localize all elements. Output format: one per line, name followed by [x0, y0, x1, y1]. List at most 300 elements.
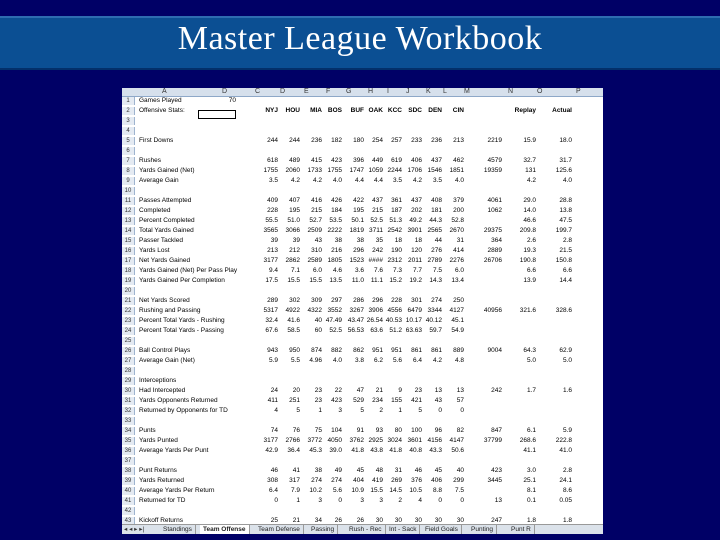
- table-cell: 6.6: [526, 267, 536, 274]
- row-label: Rushes: [139, 157, 162, 164]
- table-cell: 14.0: [523, 207, 536, 214]
- table-row: [122, 497, 603, 505]
- table-row: [122, 207, 603, 215]
- table-row: [122, 227, 603, 235]
- table-cell: 3066: [285, 227, 300, 234]
- table-cell: 32.4: [265, 317, 278, 324]
- table-cell: 13.4: [451, 277, 464, 284]
- table-cell: 182: [331, 137, 342, 144]
- table-cell: 30: [394, 517, 402, 524]
- row-label: Average Gain (Net): [139, 357, 195, 364]
- table-row: [122, 147, 603, 155]
- table-cell: 54.9: [451, 327, 464, 334]
- table-row: [122, 457, 603, 465]
- table-row: [122, 297, 603, 305]
- table-cell: 310: [311, 247, 322, 254]
- table-cell: 15.5: [287, 277, 300, 284]
- row-number: 24: [122, 327, 135, 335]
- row-number: 1: [122, 97, 135, 105]
- table-cell: 619: [391, 157, 402, 164]
- table-cell: 18.0: [559, 137, 572, 144]
- column-header: SDC: [408, 107, 422, 114]
- sheet-tab[interactable]: Int - Sack: [386, 525, 420, 534]
- table-cell: 62.9: [559, 347, 572, 354]
- row-number: 39: [122, 477, 135, 485]
- table-cell: 2: [398, 497, 402, 504]
- column-header: MIA: [310, 107, 322, 114]
- table-cell: 4.0: [332, 177, 342, 184]
- table-cell: 26: [334, 517, 342, 524]
- table-cell: 18: [414, 237, 422, 244]
- table-cell: 4.2: [412, 177, 422, 184]
- table-cell: 407: [289, 197, 300, 204]
- table-cell: 2.8: [562, 467, 572, 474]
- table-cell: 5.9: [562, 427, 572, 434]
- table-cell: 59.7: [429, 327, 442, 334]
- sheet-tab[interactable]: Punting: [468, 525, 497, 534]
- table-cell: 309: [311, 297, 322, 304]
- table-cell: 242: [372, 247, 383, 254]
- sheet-tab-bar: [122, 524, 603, 534]
- sheet-tab[interactable]: Rush - Rec: [346, 525, 386, 534]
- table-cell: 301: [411, 297, 422, 304]
- row-number: 9: [122, 177, 135, 185]
- table-cell: 9: [398, 387, 402, 394]
- table-cell: 1851: [449, 167, 464, 174]
- table-cell: 181: [431, 207, 442, 214]
- table-cell: 216: [331, 247, 342, 254]
- table-cell: 40.8: [409, 447, 422, 454]
- table-cell: 2565: [427, 227, 442, 234]
- table-cell: 244: [267, 137, 278, 144]
- table-cell: 55.5: [265, 217, 278, 224]
- table-cell: 64.3: [523, 347, 536, 354]
- table-cell: 5.0: [526, 357, 536, 364]
- table-cell: 48: [375, 467, 383, 474]
- table-cell: 406: [431, 477, 442, 484]
- table-cell: 274: [311, 477, 322, 484]
- column-letter: I: [387, 88, 389, 95]
- row-label: Percent Total Yards - Passing: [139, 327, 224, 334]
- table-cell: 0: [438, 407, 442, 414]
- table-cell: 2925: [368, 437, 383, 444]
- table-cell: 125.6: [555, 167, 572, 174]
- table-cell: 40956: [483, 307, 502, 314]
- table-cell: 213: [267, 247, 278, 254]
- table-cell: 15.2: [389, 277, 402, 284]
- table-cell: 421: [411, 397, 422, 404]
- table-cell: 215: [372, 207, 383, 214]
- table-row: [122, 437, 603, 445]
- table-cell: 274: [331, 477, 342, 484]
- table-cell: 22: [334, 387, 342, 394]
- column-letter: F: [326, 88, 331, 95]
- table-cell: 38: [356, 237, 364, 244]
- table-cell: 423: [331, 397, 342, 404]
- table-cell: 951: [391, 347, 402, 354]
- row-number: 40: [122, 487, 135, 495]
- table-cell: 1: [398, 407, 402, 414]
- column-letter: L: [443, 88, 447, 95]
- table-cell: 14.3: [429, 277, 442, 284]
- table-cell: 3.5: [268, 177, 278, 184]
- table-cell: 4.0: [562, 177, 572, 184]
- table-cell: 2789: [427, 257, 442, 264]
- row-number: 35: [122, 437, 135, 445]
- table-row: [122, 217, 603, 225]
- table-row: [122, 107, 603, 115]
- table-cell: 1.6: [562, 387, 572, 394]
- table-cell: 6.6: [562, 267, 572, 274]
- table-cell: 411: [267, 397, 278, 404]
- table-cell: 10.2: [309, 487, 322, 494]
- table-cell: 297: [331, 297, 342, 304]
- table-cell: 4.2: [432, 357, 442, 364]
- table-row: [122, 187, 603, 195]
- row-number: 33: [122, 417, 135, 425]
- table-cell: 489: [289, 157, 300, 164]
- column-letter: C: [255, 88, 261, 95]
- table-cell: 406: [411, 157, 422, 164]
- row-number: 5: [122, 137, 135, 145]
- table-cell: 43: [434, 397, 442, 404]
- table-cell: 10.9: [351, 487, 364, 494]
- table-cell: 2766: [285, 437, 300, 444]
- row-number: 37: [122, 457, 135, 465]
- table-cell: 416: [311, 197, 322, 204]
- row-number: 21: [122, 297, 135, 305]
- table-cell: 437: [372, 197, 383, 204]
- table-cell: 1755: [263, 167, 278, 174]
- table-cell: 49.2: [409, 217, 422, 224]
- table-cell: 45: [356, 467, 364, 474]
- table-row: [122, 507, 603, 515]
- table-cell: 222.8: [555, 437, 572, 444]
- row-number: 36: [122, 447, 135, 455]
- table-cell: 44: [434, 237, 442, 244]
- table-cell: 3772: [307, 437, 322, 444]
- table-cell: 242: [491, 387, 502, 394]
- table-row: [122, 287, 603, 295]
- sheet-tab[interactable]: Team Offense: [200, 525, 250, 534]
- table-cell: 8.8: [432, 487, 442, 494]
- table-cell: 190: [391, 247, 402, 254]
- column-header: KCC: [387, 107, 402, 114]
- table-cell: 3: [360, 497, 364, 504]
- table-cell: 21.5: [559, 247, 572, 254]
- row-number: 34: [122, 427, 135, 435]
- table-cell: 10.5: [409, 487, 422, 494]
- table-cell: 25.1: [523, 477, 536, 484]
- table-cell: 1: [296, 497, 300, 504]
- row-label: Interceptions: [139, 377, 177, 384]
- table-cell: 449: [372, 157, 383, 164]
- table-cell: 376: [411, 477, 422, 484]
- table-cell: 3906: [368, 307, 383, 314]
- sheet-tab[interactable]: Passing: [308, 525, 338, 534]
- table-cell: 6.2: [373, 357, 383, 364]
- table-cell: 34: [314, 517, 322, 524]
- table-cell: 396: [353, 157, 364, 164]
- column-letter: E: [304, 88, 309, 95]
- table-cell: 6479: [407, 307, 422, 314]
- table-cell: 1062: [487, 207, 502, 214]
- table-cell: 1.8: [526, 517, 536, 524]
- table-cell: 3267: [349, 307, 364, 314]
- column-header: Replay: [514, 107, 536, 114]
- table-cell: 296: [353, 247, 364, 254]
- table-cell: 437: [411, 197, 422, 204]
- row-number: 13: [122, 217, 135, 225]
- table-cell: 0: [438, 497, 442, 504]
- table-cell: ####: [368, 257, 383, 264]
- row-label: Returned for TD: [139, 497, 186, 504]
- table-cell: 423: [331, 157, 342, 164]
- row-label: First Downs: [139, 137, 174, 144]
- table-cell: 40.53: [385, 317, 402, 324]
- table-cell: 35: [375, 237, 383, 244]
- table-row: [122, 317, 603, 325]
- table-cell: 47.5: [559, 217, 572, 224]
- table-cell: 13.9: [523, 277, 536, 284]
- row-number: 2: [122, 107, 135, 115]
- table-cell: 2.8: [562, 237, 572, 244]
- table-cell: 1819: [349, 227, 364, 234]
- table-cell: 41.8: [351, 447, 364, 454]
- table-cell: 23: [414, 387, 422, 394]
- table-cell: 120: [411, 247, 422, 254]
- table-cell: 195: [289, 207, 300, 214]
- table-cell: 76: [292, 427, 300, 434]
- table-cell: 45.1: [451, 317, 464, 324]
- table-cell: 63.6: [370, 327, 383, 334]
- table-row: [122, 467, 603, 475]
- table-cell: 236: [311, 137, 322, 144]
- table-cell: 9.4: [268, 267, 278, 274]
- table-cell: 5317: [263, 307, 278, 314]
- slide-title: Master League Workbook: [177, 20, 543, 57]
- table-cell: 2542: [387, 227, 402, 234]
- row-label: Completed: [139, 207, 171, 214]
- table-cell: 2222: [327, 227, 342, 234]
- table-cell: 209.8: [519, 227, 536, 234]
- table-cell: 5: [296, 407, 300, 414]
- table-cell: 6.4: [268, 487, 278, 494]
- table-row: [122, 257, 603, 265]
- table-cell: 195: [353, 207, 364, 214]
- column-header: Actual: [552, 107, 572, 114]
- table-cell: 4.4: [373, 177, 383, 184]
- row-number: 25: [122, 337, 135, 345]
- table-cell: 276: [431, 247, 442, 254]
- table-cell: 1: [318, 407, 322, 414]
- table-cell: 286: [353, 297, 364, 304]
- row-number: 6: [122, 147, 135, 155]
- row-label: Yards Gained Per Completion: [139, 277, 225, 284]
- table-cell: 13.8: [559, 207, 572, 214]
- table-cell: 3601: [407, 437, 422, 444]
- table-cell: 950: [289, 347, 300, 354]
- table-row: [122, 357, 603, 365]
- sheet-nav-buttons[interactable]: ◂ ◂ ▸ ▸|: [124, 526, 145, 533]
- table-cell: 2276: [449, 257, 464, 264]
- table-cell: 15.5: [370, 487, 383, 494]
- column-letter: G: [346, 88, 352, 95]
- table-cell: 3762: [349, 437, 364, 444]
- table-cell: 423: [491, 467, 502, 474]
- table-row: [122, 307, 603, 315]
- table-cell: 155: [391, 397, 402, 404]
- table-cell: 3: [318, 497, 322, 504]
- sheet-tab[interactable]: Standings: [160, 525, 196, 534]
- table-cell: 308: [267, 477, 278, 484]
- table-cell: 43: [314, 237, 322, 244]
- row-label: Yards Opponents Returned: [139, 397, 218, 404]
- table-cell: 321.6: [519, 307, 536, 314]
- table-row: [122, 97, 603, 105]
- table-cell: 3901: [407, 227, 422, 234]
- table-cell: 26: [356, 517, 364, 524]
- table-cell: 5: [418, 407, 422, 414]
- table-cell: 213: [453, 137, 464, 144]
- table-cell: 3.6: [354, 267, 364, 274]
- table-cell: 38: [314, 467, 322, 474]
- table-cell: 13: [434, 387, 442, 394]
- row-label: Average Yards Per Return: [139, 487, 215, 494]
- table-cell: 150.8: [555, 257, 572, 264]
- table-cell: 82: [456, 427, 464, 434]
- table-cell: 41: [292, 467, 300, 474]
- table-cell: 39: [270, 237, 278, 244]
- row-label: Percent Completed: [139, 217, 195, 224]
- row-number: 28: [122, 367, 135, 375]
- table-cell: 236: [431, 137, 442, 144]
- table-cell: 199.7: [555, 227, 572, 234]
- table-cell: 41.0: [559, 447, 572, 454]
- sheet-tab[interactable]: Punt R: [508, 525, 535, 534]
- table-cell: 6.0: [454, 267, 464, 274]
- table-cell: 5.9: [268, 357, 278, 364]
- table-cell: 11.1: [370, 277, 383, 284]
- table-row: [122, 157, 603, 165]
- table-cell: 9004: [487, 347, 502, 354]
- table-cell: 3: [379, 497, 383, 504]
- table-cell: 31.7: [559, 157, 572, 164]
- table-cell: 2244: [387, 167, 402, 174]
- table-row: [122, 347, 603, 355]
- row-number: 19: [122, 277, 135, 285]
- table-cell: 4.2: [526, 177, 536, 184]
- table-cell: 131: [525, 167, 536, 174]
- table-cell: 4322: [307, 307, 322, 314]
- table-cell: 1805: [327, 257, 342, 264]
- table-cell: 3.0: [526, 467, 536, 474]
- table-row: [122, 477, 603, 485]
- table-cell: 422: [353, 197, 364, 204]
- table-cell: 874: [311, 347, 322, 354]
- table-cell: 13: [456, 387, 464, 394]
- row-label: Punt Returns: [139, 467, 177, 474]
- row-label: Yards Gained (Net) Per Pass Play: [139, 267, 238, 274]
- table-cell: 30: [414, 517, 422, 524]
- row-label: Returned by Opponents for TD: [139, 407, 228, 414]
- table-row: [122, 427, 603, 435]
- table-cell: 39.0: [329, 447, 342, 454]
- table-cell: 14.5: [389, 487, 402, 494]
- table-cell: 45.3: [309, 447, 322, 454]
- table-cell: 251: [289, 397, 300, 404]
- table-cell: 3711: [369, 227, 383, 234]
- table-cell: 2219: [487, 137, 502, 144]
- column-header: CIN: [452, 107, 464, 114]
- table-cell: 3.5: [392, 177, 402, 184]
- table-cell: 3445: [487, 477, 502, 484]
- table-cell: 29375: [483, 227, 502, 234]
- table-cell: 202: [411, 207, 422, 214]
- table-cell: 39: [292, 237, 300, 244]
- table-cell: 269: [391, 477, 402, 484]
- table-cell: 3.5: [432, 177, 442, 184]
- table-cell: 847: [491, 427, 502, 434]
- table-cell: 0.05: [559, 497, 572, 504]
- row-number: 27: [122, 357, 135, 365]
- row-number: 17: [122, 257, 135, 265]
- table-cell: 43.3: [429, 447, 442, 454]
- row-label: Total Yards Gained: [139, 227, 194, 234]
- table-cell: 1523: [349, 257, 364, 264]
- table-cell: 52.5: [370, 217, 383, 224]
- table-cell: 2862: [285, 257, 300, 264]
- row-number: 16: [122, 247, 135, 255]
- table-cell: 47.49: [325, 317, 342, 324]
- table-cell: 184: [331, 207, 342, 214]
- column-letter: D: [222, 88, 228, 95]
- table-cell: 3024: [387, 437, 402, 444]
- table-cell: 861: [431, 347, 442, 354]
- table-cell: 37799: [483, 437, 502, 444]
- row-label: Yards Punted: [139, 437, 178, 444]
- sheet-tab[interactable]: Team Defense: [255, 525, 304, 534]
- table-cell: 4: [274, 407, 278, 414]
- table-cell: 415: [311, 157, 322, 164]
- table-row: [122, 167, 603, 175]
- sheet-tab[interactable]: Field Goals: [422, 525, 462, 534]
- row-label: Rushing and Passing: [139, 307, 201, 314]
- table-cell: 40.12: [425, 317, 442, 324]
- table-cell: 44.3: [429, 217, 442, 224]
- table-cell: 254: [372, 137, 383, 144]
- table-cell: 7.7: [412, 267, 422, 274]
- table-cell: 26706: [483, 257, 502, 264]
- table-cell: 190.8: [519, 257, 536, 264]
- row-number: 10: [122, 187, 135, 195]
- table-cell: 1747: [349, 167, 364, 174]
- table-cell: 3177: [263, 437, 278, 444]
- table-cell: 4.2: [312, 177, 322, 184]
- table-cell: 26.54: [366, 317, 383, 324]
- table-cell: 18: [394, 237, 402, 244]
- table-cell: 8.6: [562, 487, 572, 494]
- table-cell: 299: [453, 477, 464, 484]
- row-label: Average Yards Per Punt: [139, 447, 209, 454]
- table-cell: 29.0: [523, 197, 536, 204]
- table-cell: 15.5: [309, 277, 322, 284]
- table-cell: 361: [391, 197, 402, 204]
- table-row: [122, 117, 603, 125]
- table-cell: 41.8: [389, 447, 402, 454]
- table-cell: 57: [456, 397, 464, 404]
- table-cell: 80: [394, 427, 402, 434]
